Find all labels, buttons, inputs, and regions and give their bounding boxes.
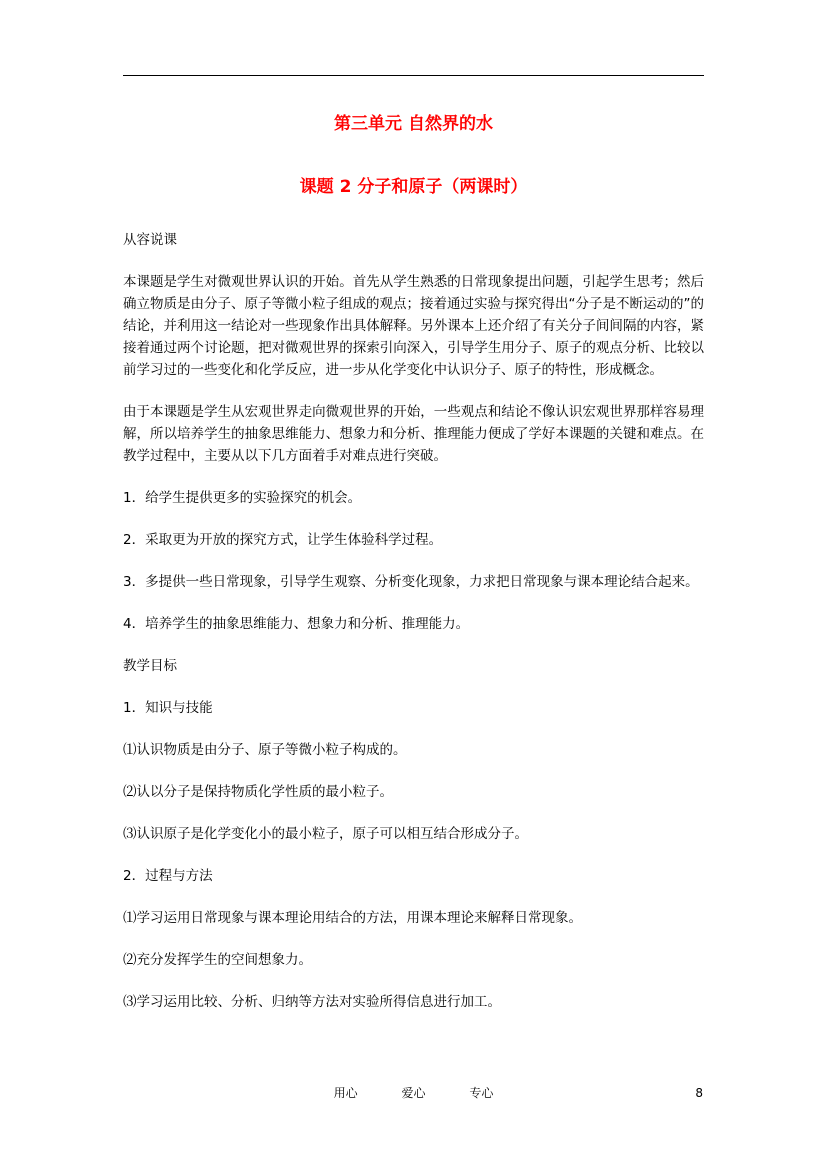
footer-motto-word: 专心 <box>469 1086 494 1100</box>
goal-item: ⑴学习运用日常现象与课本理论用结合的方法，用课本理论来解释日常现象。 <box>123 910 582 926</box>
page-number: 8 <box>695 1086 703 1100</box>
goal-item: ⑵认以分子是保持物质化学性质的最小粒子。 <box>123 784 393 800</box>
section-heading-goals: 教学目标 <box>123 658 177 674</box>
list-item-3: 3．多提供一些日常现象，引导学生观察、分析变化现象，力求把日常现象与课本理论结合起来。 <box>123 574 699 590</box>
goal-item: ⑵充分发挥学生的空间想象力。 <box>123 952 312 968</box>
footer-motto-word: 爱心 <box>401 1086 426 1100</box>
lesson-title: 课题 2 分子和原子（两课时） <box>299 177 528 197</box>
header-rule <box>123 75 704 76</box>
goal-item: ⑴认识物质是由分子、原子等微小粒子构成的。 <box>123 742 407 758</box>
unit-title: 第三单元 自然界的水 <box>334 114 493 134</box>
subheading-knowledge: 1．知识与技能 <box>123 700 213 716</box>
footer-motto-word: 用心 <box>333 1086 358 1100</box>
list-item-4: 4．培养学生的抽象思维能力、想象力和分析、推理能力。 <box>123 616 470 632</box>
section-heading-intro: 从容说课 <box>123 232 177 248</box>
paragraph-intro: 本课题是学生对微观世界认识的开始。首先从学生熟悉的日常现象提出问题，引起学生思考；然后确立物质是由分子、原子等微小粒子组成的观点；接着通过实验与探究得出“分子是不断运动的”的结论，并利用这一结论对一些现象作出具体解释。另外课本上还介绍了有关分子间间隔的内容，紧接着通过两个讨论题，把对微观世界的探索引向深入，引导学生用分子、原子的观点分析、比较以前学习过的一些变化和化学反应，进一步从化学变化中认识分子、原子的特性，形成概念。 <box>123 274 704 378</box>
document-body <box>123 229 704 1033</box>
goal-item: ⑶认识原子是化学变化小的最小粒子，原子可以相互结合形成分子。 <box>123 826 528 842</box>
list-item-2: 2．采取更为开放的探究方式，让学生体验科学过程。 <box>123 532 443 548</box>
paragraph-difficulty: 由于本课题是学生从宏观世界走向微观世界的开始，一些观点和结论不像认识宏观世界那样容易理解，所以培养学生的抽象思维能力、想象力和分析、推理能力便成了学好本课题的关键和难点。在教学过程中，主要从以下几方面着手对难点进行突破。 <box>123 404 704 464</box>
list-item-1: 1．给学生提供更多的实验探究的机会。 <box>123 490 362 506</box>
goal-item: ⑶学习运用比较、分析、归纳等方法对实验所得信息进行加工。 <box>123 994 501 1010</box>
subheading-process: 2．过程与方法 <box>123 868 213 884</box>
